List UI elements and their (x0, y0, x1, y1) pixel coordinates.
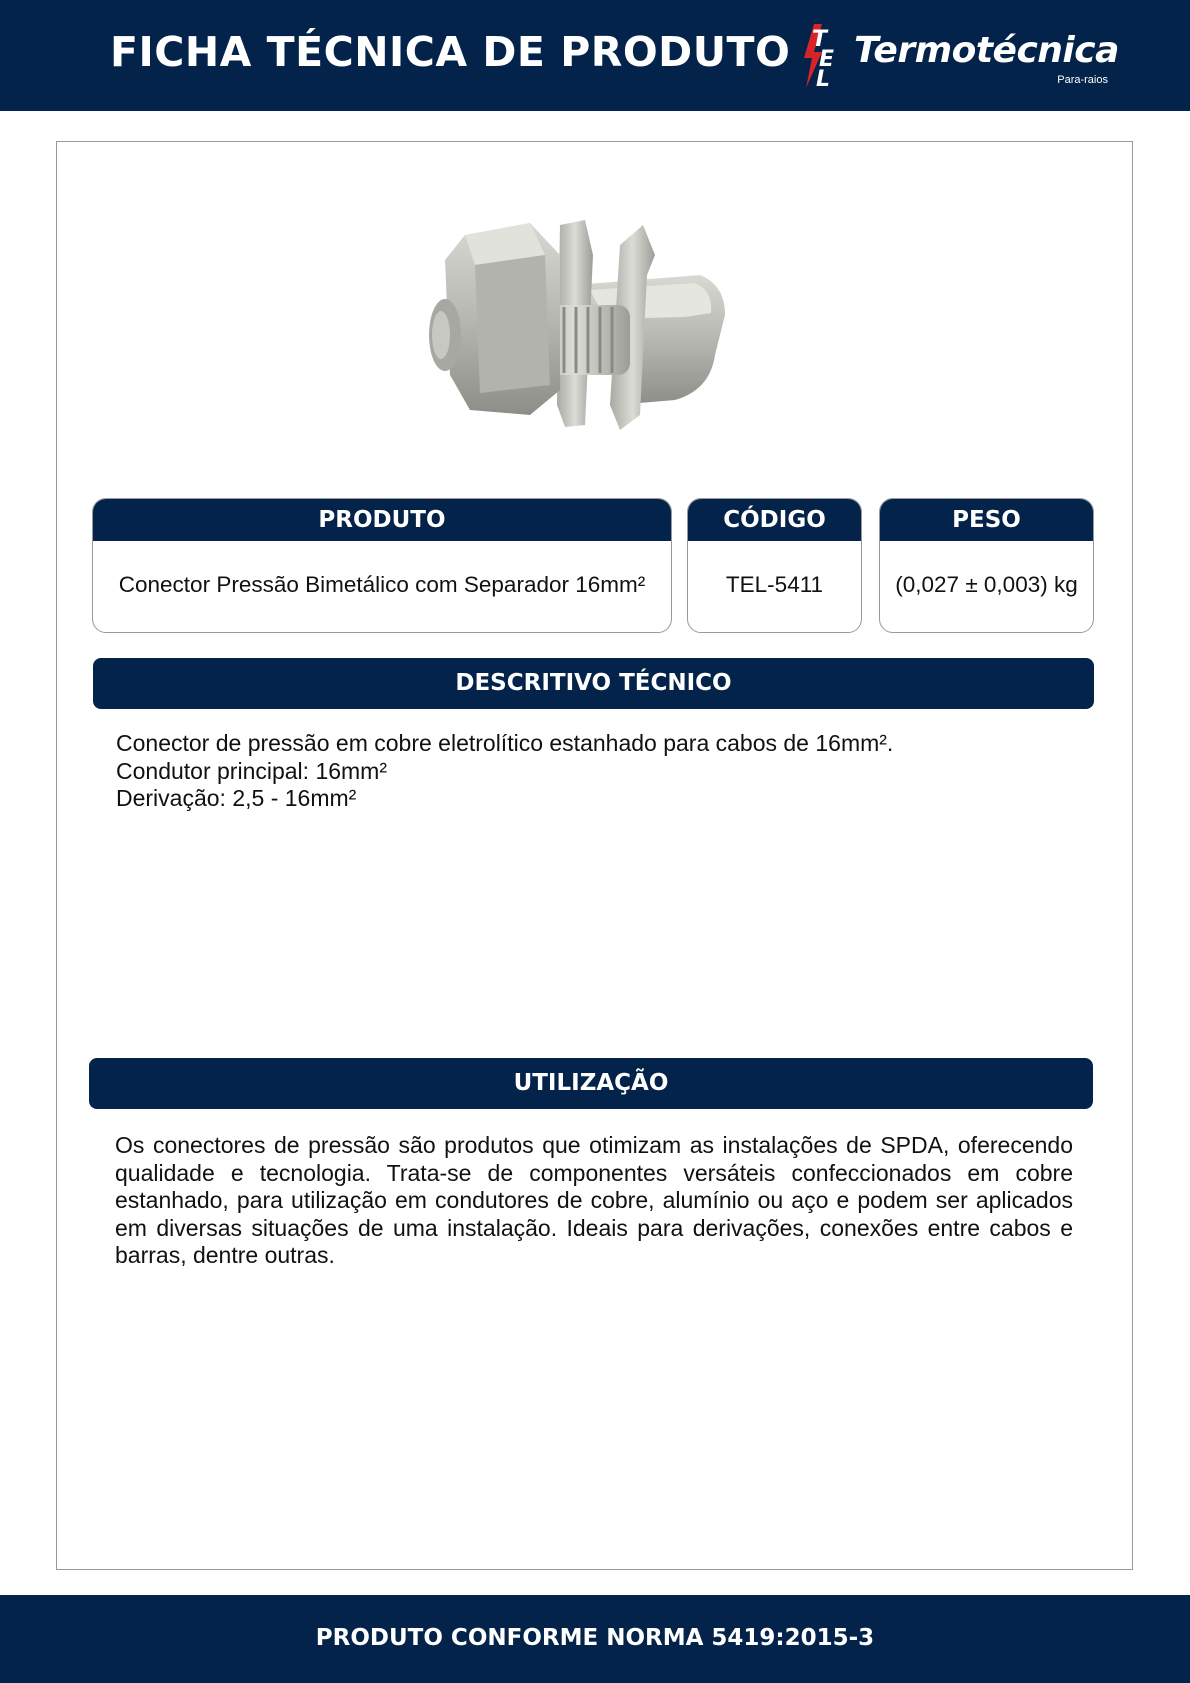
produto-label: PRODUTO (93, 499, 671, 541)
descritivo-line: Conector de pressão em cobre eletrolítico estanhado para cabos de 16mm². (116, 730, 894, 756)
codigo-value: TEL-5411 (725, 572, 824, 597)
logo-tagline: Para-raios (1057, 74, 1108, 86)
tel-logo-mark-icon (800, 22, 850, 90)
svg-text:L: L (816, 67, 831, 90)
peso-card (879, 498, 1094, 633)
descritivo-line: Condutor principal: 16mm² (116, 757, 388, 784)
connector-product-image (425, 215, 765, 445)
footer-bar (0, 1595, 1190, 1683)
header-bar (0, 0, 1190, 111)
svg-text:E: E (819, 47, 835, 72)
produto-value: Conector Pressão Bimetálico com Separador 16mm² (118, 572, 646, 597)
company-logo (800, 18, 1120, 94)
descritivo-line: Derivação: 2,5 - 16mm² (116, 785, 357, 811)
descritivo-tecnico-text (116, 730, 1076, 813)
logo-name: Termotécnica (854, 30, 1119, 71)
utilizacao-text: Os conectores de pressão são produtos que otimizam as instalações de SPDA, oferecendo qualidade e tecnologia. Trata-se de componentes versáteis confeccionados em cobre estanhado, para utilização em condutores de cobre, alumínio ou aço e podem ser aplicados em diversas situações de uma instalação. Ideais para derivações, conexões entre cabos e barras, dentre outras. (115, 1132, 1073, 1268)
utilizacao-header: UTILIZAÇÃO (89, 1058, 1093, 1109)
page-title: FICHA TÉCNICA DE PRODUTO (110, 28, 791, 76)
produto-card (92, 498, 672, 633)
peso-label: PESO (880, 499, 1093, 541)
codigo-label: CÓDIGO (688, 499, 861, 541)
codigo-card (687, 498, 862, 633)
svg-text:T: T (812, 27, 828, 52)
peso-value: (0,027 ± 0,003) kg (895, 572, 1078, 597)
footer-norma-text: PRODUTO CONFORME NORMA 5419:2015-3 (315, 1625, 875, 1651)
descritivo-tecnico-header: DESCRITIVO TÉCNICO (93, 658, 1094, 709)
